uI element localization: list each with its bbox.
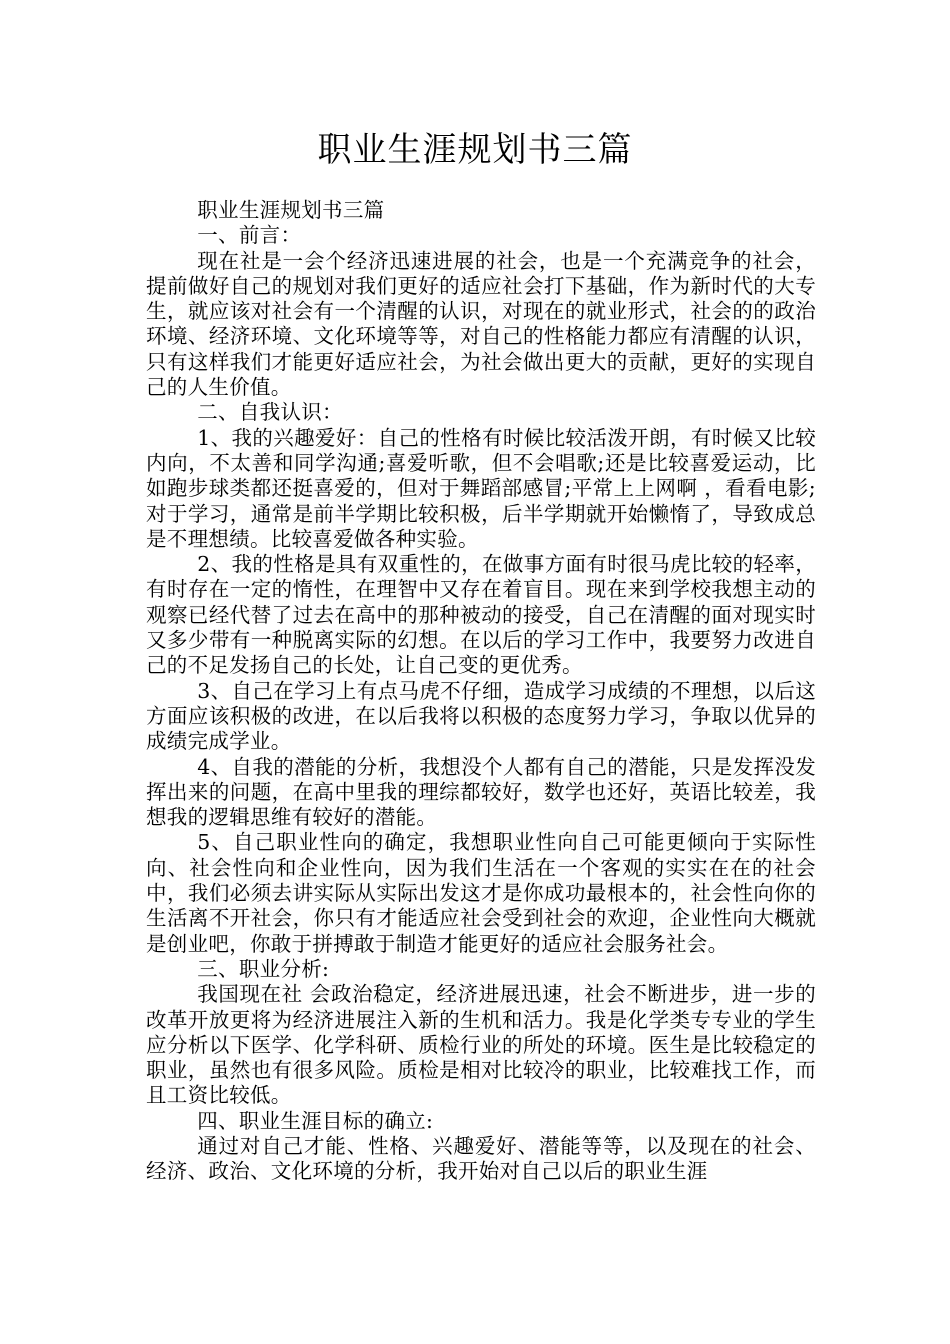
paragraph-career-orientation: 5、自己职业性向的确定，我想职业性向自己可能更倾向于实际性向、社会性向和企业性向，因为我们生活在一个客观的实实在在的社会中，我们必须去讲实际从实际出发这才是你成功最根本的，社会性向你的生活离不开社会，你只有才能适应社会受到社会的欢迎，企业性向大概就是创业吧，你敢于拼搏敢于制造才能更好的适应社会服务社会。: [146, 830, 816, 956]
paragraph-career-analysis: 我国现在社 会政治稳定，经济进展迅速，社会不断进步，进一步的改革开放更将为经济进展注入新的生机和活力。我是化学类专专业的学生应分析以下医学、化学科研、质检行业的所处的环境。医生是比较稳定的职业，虽然也有很多风险。质检是相对比较冷的职业，比较难找工作，而且工资比较低。: [146, 982, 816, 1108]
heading-preface: 一、前言：: [197, 223, 302, 248]
heading-self-awareness: 二、自我认识：: [197, 400, 343, 425]
paragraph-potential: 4、自我的潜能的分析，我想没个人都有自己的潜能，只是发挥没发挥出来的问题，在高中里我的理综都较好，数学也还好，英语比较差，我想我的逻辑思维有较好的潜能。: [146, 754, 816, 830]
document-body: [146, 198, 816, 1185]
paragraph-subtitle: 职业生涯规划书三篇: [197, 198, 385, 222]
document-title: 职业生涯规划书三篇: [317, 130, 633, 170]
heading-career-goals: 四、职业生涯目标的确立:: [197, 1108, 434, 1133]
heading-career-analysis: 三、职业分析:: [197, 956, 330, 981]
paragraph-interests: 1、我的兴趣爱好：自己的性格有时候比较活泼开朗，有时候又比较内向，不太善和同学沟通;喜爱听歌，但不会唱歌;还是比较喜爱运动，比如跑步球类都还挺喜爱的，但对于舞蹈部感冒;平常上上网啊 ，看看电影;对于学习，通常是前半学期比较积极，后半学期就开始懒惰了，导致成总是不理想绩。比较喜爱做各种实验。: [146, 425, 816, 551]
paragraph-career-goals: 通过对自己才能、性格、兴趣爱好、潜能等等，以及现在的社会、经济、政治、文化环境的分析，我开始对自己以后的职业生涯: [146, 1133, 816, 1184]
paragraph-preface: 现在社是一会个经济迅速进展的社会，也是一个充满竞争的社会，提前做好自己的规划对我们更好的适应社会打下基础，作为新时代的大专生，就应该对社会有一个清醒的认识，对现在的就业形式，社会的的政治环境、经济环境、文化环境等等，对自己的性格能力都应有清醒的认识，只有这样我们才能更好适应社会，为社会做出更大的贡献，更好的实现自己的人生价值。: [146, 248, 816, 400]
paragraph-study: 3、自己在学习上有点马虎不仔细，造成学习成绩的不理想，以后这方面应该积极的改进，在以后我将以积极的态度努力学习，争取以优异的成绩完成学业。: [146, 678, 816, 754]
paragraph-personality: 2、我的性格是具有双重性的，在做事方面有时很马虎比较的轻率，有时存在一定的惰性，在理智中又存在着盲目。现在来到学校我想主动的观察已经代替了过去在高中的那种被动的接受，自己在清醒的面对现实时又多少带有一种脱离实际的幻想。在以后的学习工作中，我要努力改进自己的不足发扬自己的长处，让自己变的更优秀。: [146, 552, 816, 678]
